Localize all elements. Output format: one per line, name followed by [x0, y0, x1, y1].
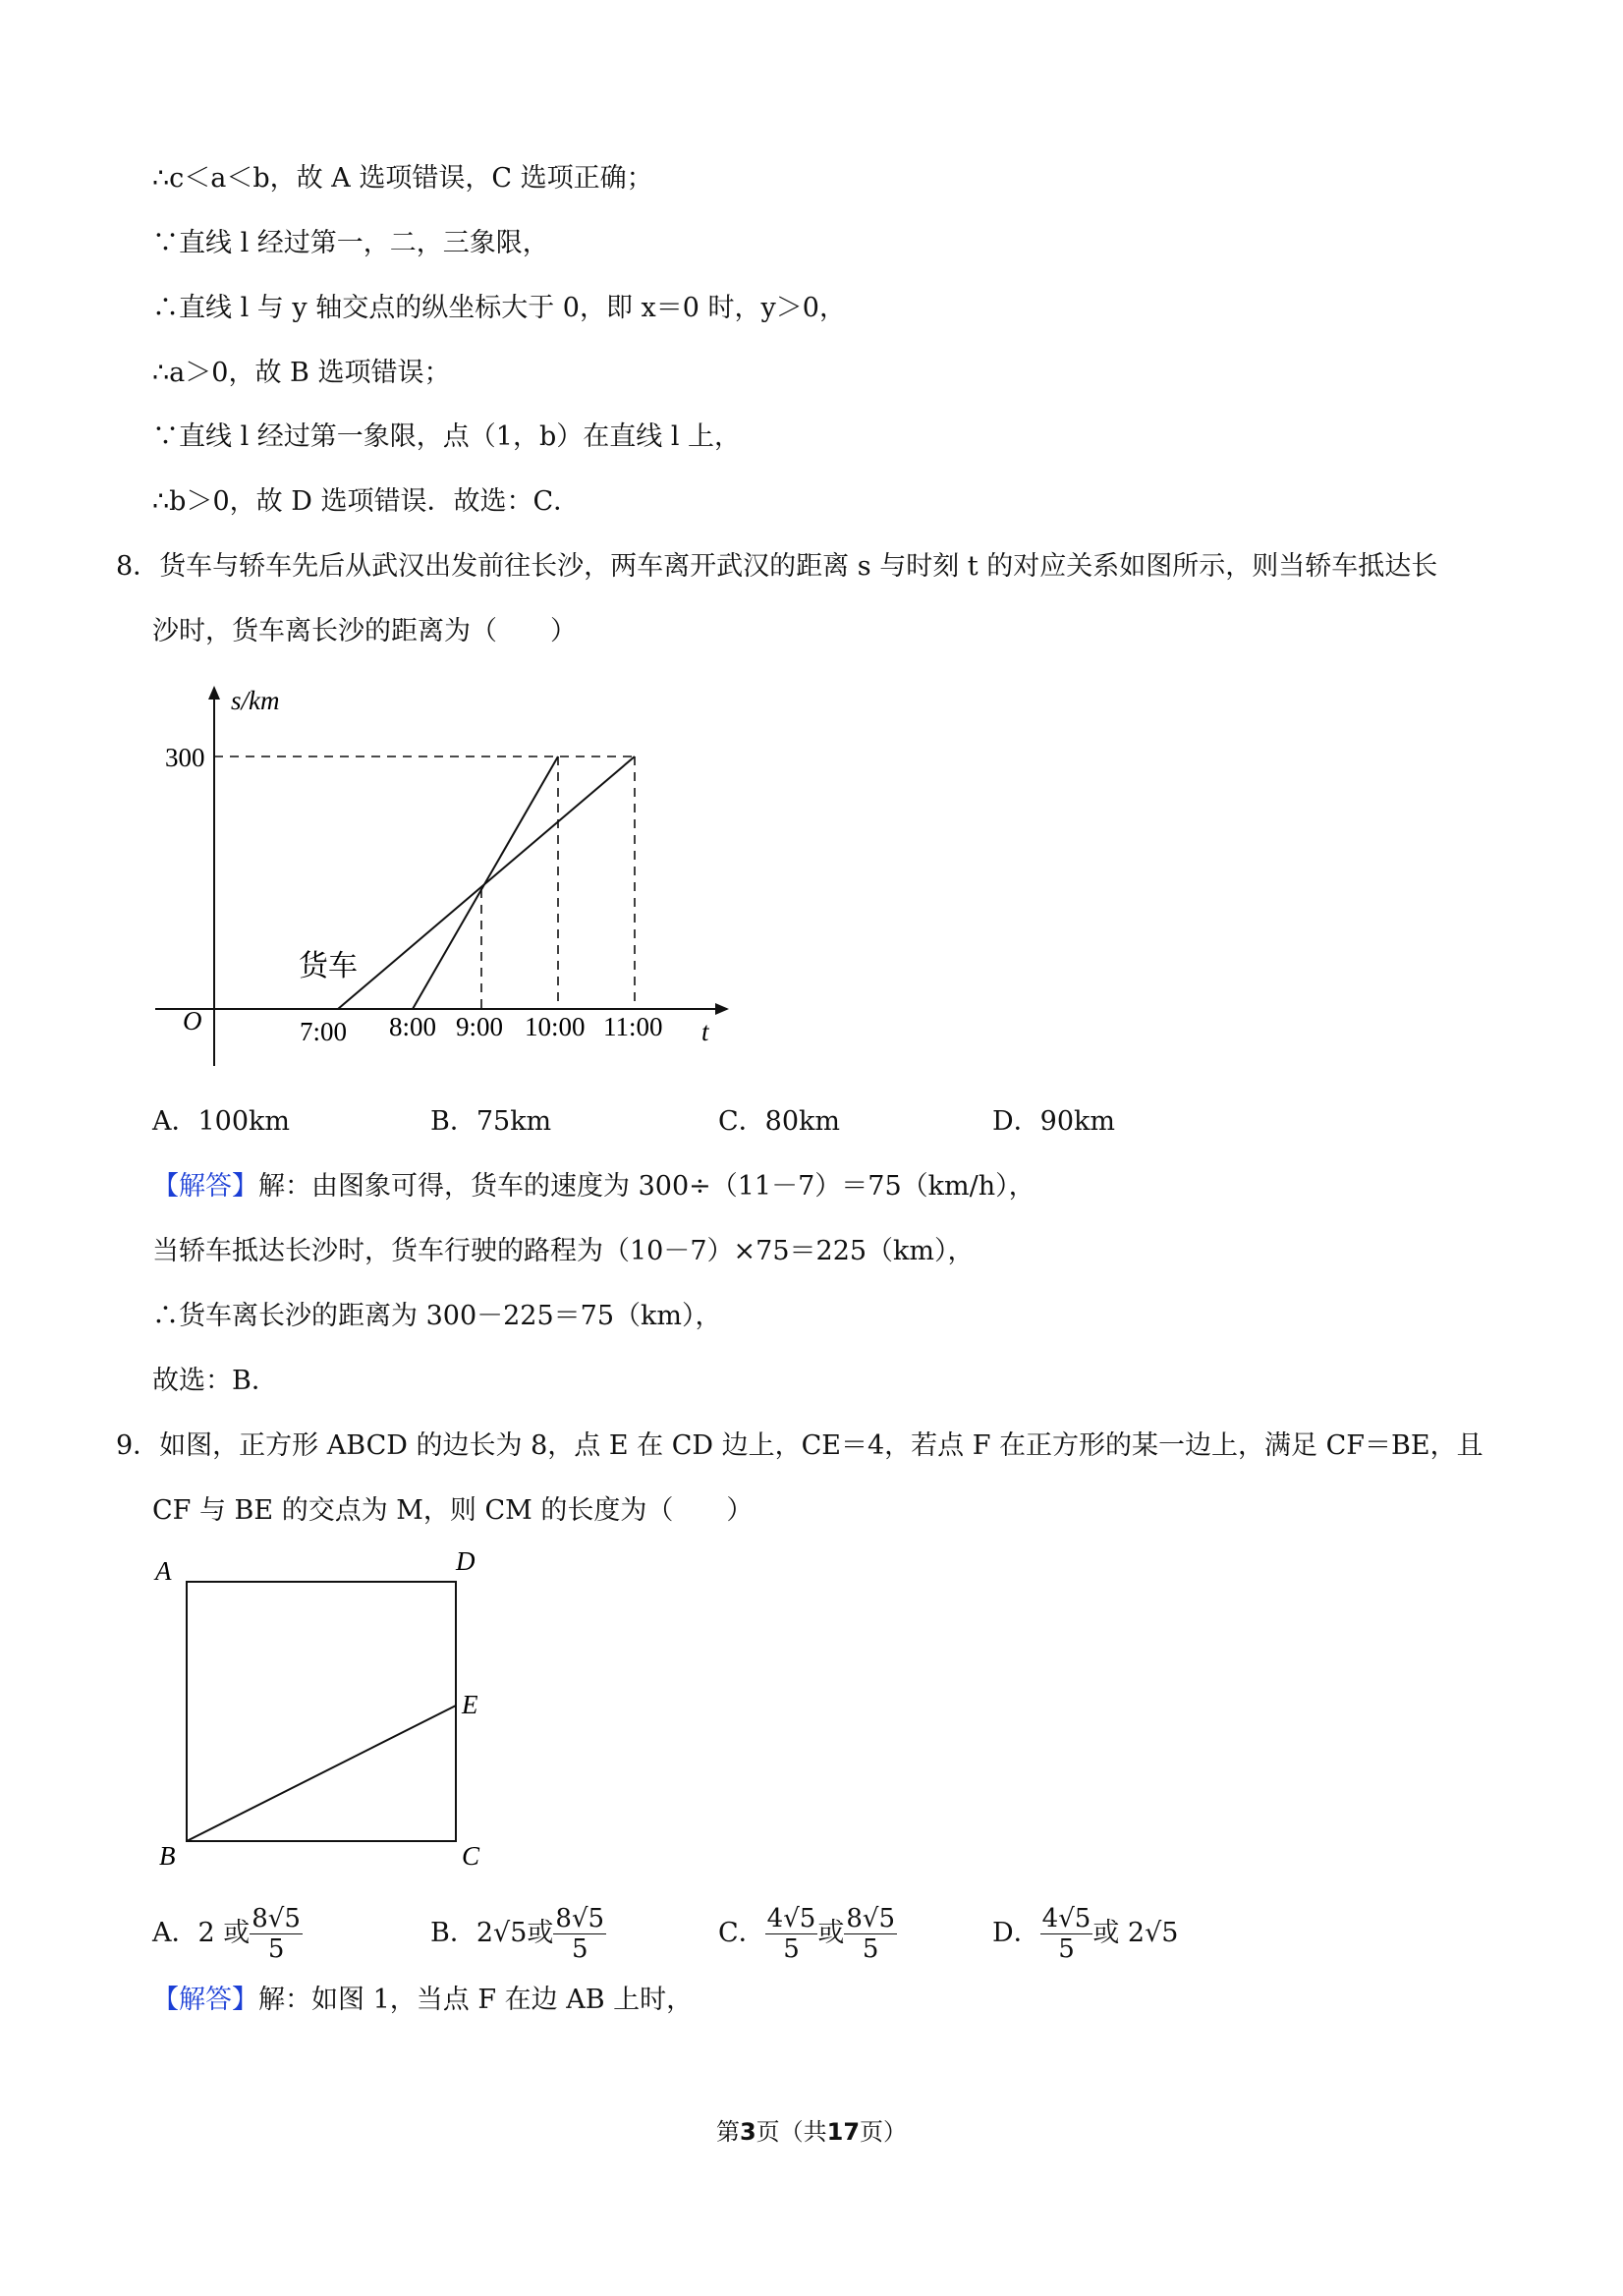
solution-line-4: ∴a＞0，故 B 选项错误； — [152, 358, 451, 388]
q9-option-a-fraction: $\frac{8√5}{5}$ — [252, 1904, 301, 1964]
q9-segment-be — [187, 1706, 456, 1841]
solution-line-1: ∴c＜a＜b，故 A 选项错误，C 选项正确； — [152, 163, 653, 194]
q8-option-d: D．90km — [992, 1106, 1115, 1137]
q9-label-e: E — [462, 1690, 478, 1719]
q8-distance-time-graph — [138, 668, 747, 1091]
q8-x-label-t: t — [701, 1017, 709, 1046]
q9-label-a: A — [155, 1556, 172, 1586]
q8-answer-text-1: 解：由图象可得，货车的速度为 300÷（11－7）＝75（km/h）， — [258, 1171, 1035, 1202]
q9-option-d-prefix: D． — [992, 1918, 1040, 1948]
q8-x-tick-11: 11:00 — [603, 1012, 663, 1041]
page-footer — [0, 2112, 1623, 2147]
q8-stem-line-2: 沙时，货车离长沙的距离为（ ） — [152, 616, 577, 646]
q9-answer-text-1: 解：如图 1，当点 F 在边 AB 上时， — [258, 1985, 694, 2015]
q8-answer-line-3: ∴货车离长沙的距离为 300－225＝75（km）， — [152, 1301, 722, 1331]
q9-square-figure — [138, 1542, 511, 1876]
q8-option-b: B．75km — [430, 1106, 552, 1137]
q9-option-d-suffix: 或 2√5 — [1092, 1918, 1179, 1948]
q9-stem-line-2: CF 与 BE 的交点为 M，则 CM 的长度为（ ） — [152, 1495, 754, 1526]
q8-x-tick-9: 9:00 — [456, 1012, 504, 1041]
q9-stem-line-1: 9．如图，正方形 ABCD 的边长为 8，点 E 在 CD 边上，CE＝4，若点 F 在正方形的某一边上，满足 CF＝BE，且 — [116, 1430, 1483, 1461]
solution-line-2: ∵直线 l 经过第一，二，三象限， — [152, 228, 549, 258]
q9-option-c-or: 或 — [817, 1918, 845, 1948]
q9-option-c-fraction-2: $\frac{8√5}{5}$ — [846, 1904, 895, 1964]
q9-option-d — [992, 1896, 1178, 1971]
q8-y-label-s: s/km — [231, 686, 280, 715]
q9-option-b — [430, 1896, 606, 1971]
q8-y-tick-300: 300 — [165, 743, 205, 772]
q9-option-d-fraction: $\frac{4√5}{5}$ — [1041, 1904, 1091, 1964]
q9-label-d: D — [456, 1546, 476, 1576]
q9-option-c — [718, 1896, 897, 1971]
q9-label-b: B — [159, 1841, 176, 1871]
q9-option-b-prefix: B．2√5或 — [430, 1918, 554, 1948]
q8-answer-tag: 【解答】 — [152, 1171, 258, 1202]
solution-line-5: ∵直线 l 经过第一象限，点（1，b）在直线 l 上， — [152, 421, 742, 452]
q8-car-line — [413, 756, 558, 1009]
q8-truck-label: 货车 — [299, 949, 358, 983]
q9-option-c-prefix: C． — [718, 1918, 765, 1948]
footer-total-pages: 17 — [826, 2118, 861, 2146]
q8-answer-line-2: 当轿车抵达长沙时，货车行驶的路程为（10－7）×75＝225（km）， — [152, 1236, 975, 1266]
q9-answer-line-1 — [152, 1981, 693, 2020]
footer-pre: 第 — [715, 2118, 740, 2146]
q9-option-a — [152, 1896, 303, 1971]
q8-x-tick-8: 8:00 — [389, 1012, 437, 1041]
q9-label-c: C — [462, 1841, 480, 1871]
footer-post: 页） — [860, 2118, 908, 2146]
footer-mid: 页（共 — [756, 2118, 827, 2146]
solution-line-3: ∴直线 l 与 y 轴交点的纵坐标大于 0，即 x＝0 时，y＞0， — [152, 293, 846, 323]
q8-x-tick-10: 10:00 — [525, 1012, 586, 1041]
q8-option-c: C．80km — [718, 1106, 840, 1137]
q8-origin-label: O — [183, 1006, 202, 1036]
q9-option-b-fraction: $\frac{8√5}{5}$ — [555, 1904, 605, 1964]
q9-square-abcd — [187, 1582, 456, 1841]
q9-option-c-fraction-1: $\frac{4√5}{5}$ — [766, 1904, 816, 1964]
q8-stem-line-1: 8．货车与轿车先后从武汉出发前往长沙，两车离开武汉的距离 s 与时刻 t 的对应关系如图所示，则当轿车抵达长 — [116, 551, 1438, 582]
solution-line-6: ∴b＞0，故 D 选项错误．故选：C． — [152, 486, 581, 517]
footer-page-number: 3 — [739, 2118, 756, 2146]
q9-option-a-prefix: A．2 或 — [152, 1918, 251, 1948]
q8-answer-line-4: 故选：B． — [152, 1366, 278, 1396]
q8-answer-line-1 — [152, 1167, 1035, 1206]
q8-option-a: A．100km — [152, 1106, 290, 1137]
q8-x-tick-7: 7:00 — [300, 1017, 348, 1046]
q9-answer-tag: 【解答】 — [152, 1985, 258, 2015]
